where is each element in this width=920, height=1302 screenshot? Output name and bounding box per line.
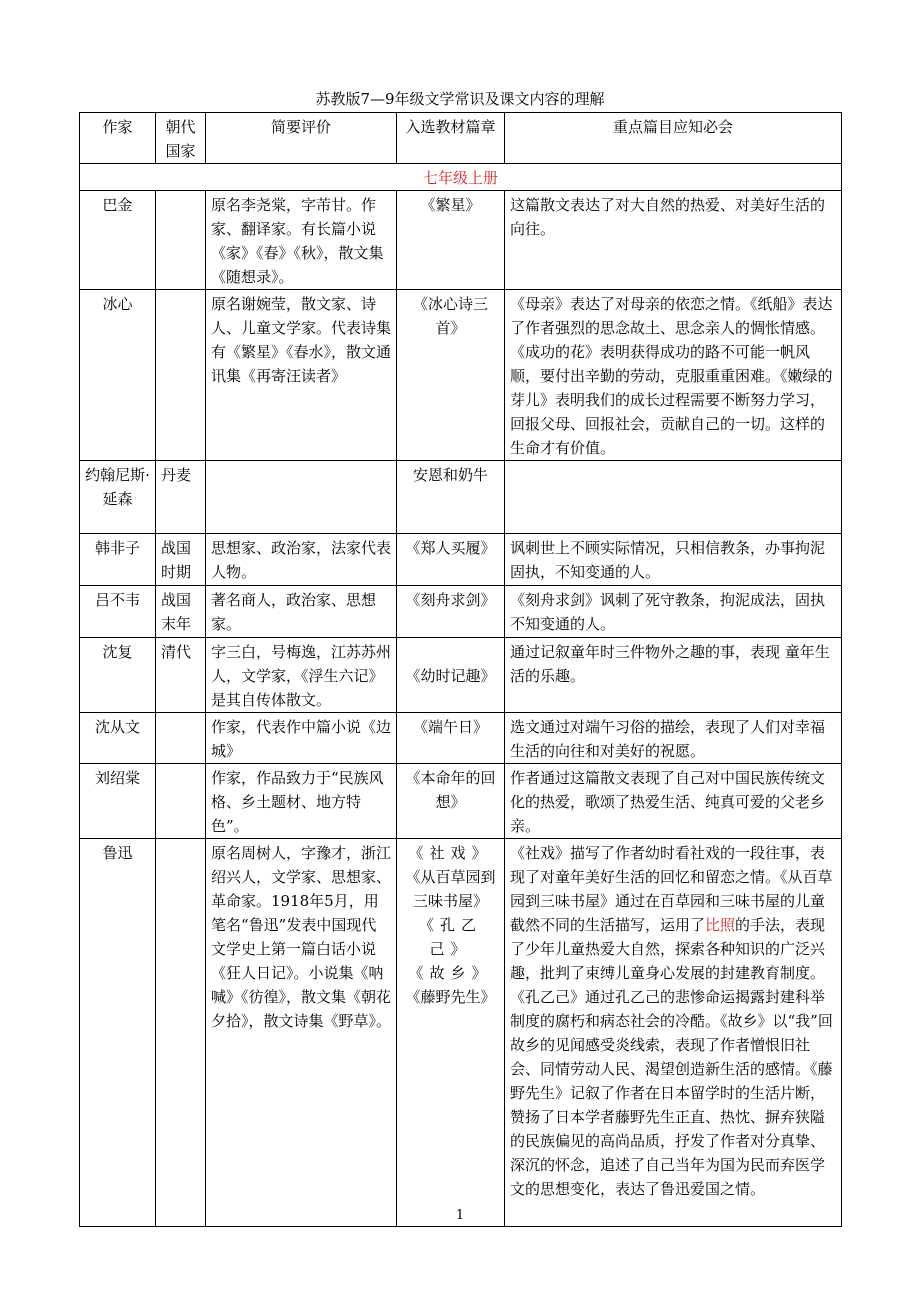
work-cell: 《幼时记趣》 <box>397 638 505 713</box>
review-cell: 原名李尧棠，字芾甘。作家、翻译家。有长篇小说《家》《春》《秋》，散文集《随想录》。 <box>206 191 397 290</box>
points-cell: 作者通过这篇散文表现了自己对中国民族传统文化的热爱，歌颂了热爱生活、纯真可爱的父老乡亲。 <box>505 764 842 839</box>
review-cell <box>206 461 397 534</box>
points-cell: 选文通过对端午习俗的描绘，表现了人们对幸福生活的向往和对美好的祝愿。 <box>505 713 842 764</box>
header-review: 简要评价 <box>206 113 397 164</box>
table-row <box>80 713 842 764</box>
era-cell <box>156 713 206 764</box>
review-cell: 原名谢婉莹，散文家、诗人、儿童文学家。代表诗集有《繁星》《春水》，散文通讯集《再寄汪读者》 <box>206 290 397 461</box>
table-row <box>80 191 842 290</box>
work-item: 《藤野先生》 <box>405 988 496 1006</box>
page-number: 1 <box>455 1208 465 1223</box>
work-item: 《故乡》 <box>408 964 493 982</box>
literature-table <box>79 112 842 1227</box>
author-cell: 约翰尼斯·延森 <box>80 461 156 534</box>
era-cell: 战国末年 <box>156 586 206 638</box>
points-text-a: 《社戏》描写了作者幼时看社戏的一段往事，表现了对童年美好生活的回忆和留恋之情。《从百草园到三味书屋》通过在百草园和三味书屋的儿童截然不同的生活描写，运用了 <box>510 844 833 934</box>
author-cell: 刘绍棠 <box>80 764 156 839</box>
points-cell: 《母亲》表达了对母亲的依恋之情。《纸船》表达了作者强烈的思念故土、思念亲人的惆怅情感。《成功的花》表明获得成功的路不可能一帆风顺，要付出辛勤的劳动，克服重重困难。《嫩绿的芽儿》表明我们的成长过程需要不断努力学习，回报父母、回报社会，贡献自己的一切。这样的生命才有价值。 <box>505 290 842 461</box>
review-cell: 作家，代表作中篇小说《边城》 <box>206 713 397 764</box>
table-row <box>80 461 842 534</box>
points-cell: 《刻舟求剑》讽刺了死守教条，拘泥成法，固执不知变通的人。 <box>505 586 842 638</box>
section-row <box>80 164 842 191</box>
review-cell: 著名商人，政治家、思想家。 <box>206 586 397 638</box>
work-list-cell <box>397 839 505 1227</box>
section-title: 七年级上册 <box>80 164 842 191</box>
table-row <box>80 764 842 839</box>
author-cell: 鲁迅 <box>80 839 156 1227</box>
highlight-text: 比照 <box>705 916 736 934</box>
points-cell: 通过记叙童年时三件物外之趣的事，表现 童年生活的乐趣。 <box>505 638 842 713</box>
era-cell <box>156 290 206 461</box>
work-item: 《社戏》 <box>408 844 493 862</box>
table-row <box>80 586 842 638</box>
review-cell: 字三白，号梅逸，江苏苏州人，文学家，《浮生六记》是其自传体散文。 <box>206 638 397 713</box>
work-item: 《从百草园到三味书屋》 <box>405 868 496 910</box>
table-row <box>80 638 842 713</box>
table-header-row <box>80 113 842 164</box>
author-cell: 巴金 <box>80 191 156 290</box>
table-row <box>80 534 842 586</box>
header-points: 重点篇目应知必会 <box>505 113 842 164</box>
points-cell <box>505 461 842 534</box>
review-cell: 原名周树人，字豫才，浙江绍兴人，文学家、思想家、革命家。1918年5月，用笔名“鲁迅”发表中国现代文学史上第一篇白话小说《狂人日记》。小说集《呐喊》《彷徨》，散文集《朝花夕拾》，散文诗集《野草》。 <box>206 839 397 1227</box>
work-item: 《孔乙己》 <box>418 916 482 958</box>
author-cell: 沈复 <box>80 638 156 713</box>
work-cell: 《冰心诗三首》 <box>397 290 505 461</box>
document-title: 苏教版7—9年级文学常识及课文内容的理解 <box>315 90 605 108</box>
work-cell: 安恩和奶牛 <box>397 461 505 534</box>
era-cell <box>156 191 206 290</box>
era-cell <box>156 839 206 1227</box>
header-work: 入选教材篇章 <box>397 113 505 164</box>
era-cell: 清代 <box>156 638 206 713</box>
table-row <box>80 839 842 1227</box>
work-cell: 《端午日》 <box>397 713 505 764</box>
author-cell: 吕不韦 <box>80 586 156 638</box>
work-cell: 《繁星》 <box>397 191 505 290</box>
era-cell: 战国时期 <box>156 534 206 586</box>
header-author: 作家 <box>80 113 156 164</box>
work-cell: 《本命年的回想》 <box>397 764 505 839</box>
points-cell <box>505 839 842 1227</box>
author-cell: 冰心 <box>80 290 156 461</box>
era-cell <box>156 764 206 839</box>
author-cell: 沈从文 <box>80 713 156 764</box>
table-row <box>80 290 842 461</box>
review-cell: 思想家、政治家，法家代表人物。 <box>206 534 397 586</box>
points-text-b: 的手法，表现了少年儿童热爱大自然，探索各种知识的广泛兴趣，批判了束缚儿童身心发展的封建教育制度。《孔乙己》通过孔乙己的悲惨命运揭露封建科举制度的腐朽和病态社会的冷酷。《故乡》以“我”回故乡的见闻感受炎线索，表现了作者憎恨旧社会、同情劳动人民、渴望创造新生活的感情。《藤野先生》记叙了作者在日本留学时的生活片断，赞扬了日本学者藤野先生正直、热忱、摒弃狭隘的民族偏见的高尚品质，抒发了作者对分真挚、深沉的怀念，追述了自己当年为国为民而弃医学文的思想变化，表达了鲁迅爱国之情。 <box>510 916 833 1198</box>
era-cell: 丹麦 <box>156 461 206 534</box>
header-era: 朝代国家 <box>156 113 206 164</box>
review-cell: 作家，作品致力于“民族风格、乡土题材、地方特色”。 <box>206 764 397 839</box>
work-cell: 《郑人买履》 <box>397 534 505 586</box>
work-cell: 《刻舟求剑》 <box>397 586 505 638</box>
points-cell: 讽刺世上不顾实际情况，只相信教条，办事拘泥固执，不知变通的人。 <box>505 534 842 586</box>
author-cell: 韩非子 <box>80 534 156 586</box>
points-cell: 这篇散文表达了对大自然的热爱、对美好生活的向往。 <box>505 191 842 290</box>
